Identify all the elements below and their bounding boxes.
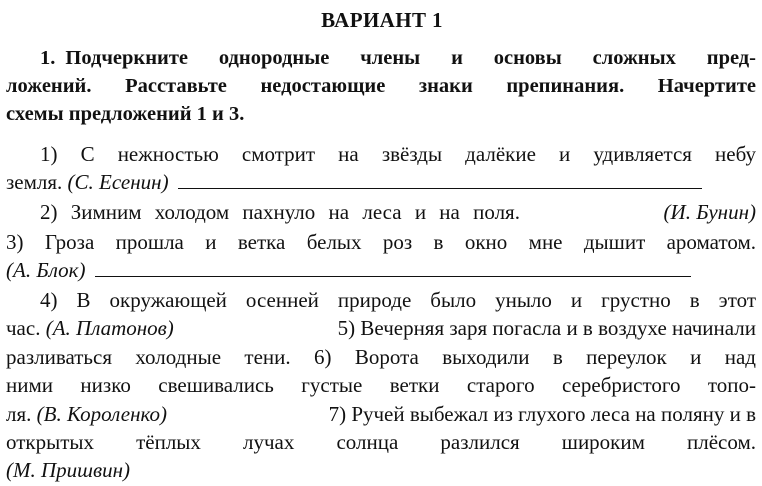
sentence-4-line-1: 4) В окружающей осенней природе было уныло и грустно в этот bbox=[40, 288, 756, 312]
answer-line-1[interactable] bbox=[178, 168, 702, 189]
sentence-4-end: час. bbox=[6, 316, 41, 340]
sentence-5-start: 5) Вечерняя заря погасла и в воздухе начинали bbox=[337, 316, 756, 340]
task-text-1: Подчеркните однородные члены и основы сложных пред- bbox=[65, 47, 756, 69]
sentence-2-line bbox=[6, 198, 756, 226]
sentence-4-line-2 bbox=[6, 314, 756, 342]
sentence-3-line-2 bbox=[6, 256, 756, 284]
sentence-4-author: (А. Платонов) bbox=[45, 316, 174, 340]
paragraph-line-7 bbox=[6, 456, 756, 484]
answer-line-3[interactable] bbox=[95, 256, 691, 277]
paragraph-line-5 bbox=[6, 400, 756, 428]
sentence-3-line-1: 3) Гроза прошла и ветка белых роз в окно мне дышит ароматом. bbox=[6, 230, 756, 254]
sentence-2-text: 2) Зимним холодом пахнуло на леса и на поля. bbox=[40, 200, 520, 224]
sentence-6-author: (В. Короленко) bbox=[36, 402, 168, 426]
sentence-6-end-group bbox=[6, 400, 167, 428]
sentence-1-line-2 bbox=[6, 168, 756, 196]
task-text-3: схемы предложений 1 и 3. bbox=[6, 103, 245, 125]
task-number: 1. bbox=[40, 47, 56, 69]
sentence-2-author: (И. Бунин) bbox=[663, 200, 756, 224]
sentence-6-end: ля. bbox=[6, 402, 32, 426]
paragraph-line-4: ними низко свешивались густые ветки старого серебристого топо- bbox=[6, 373, 756, 397]
sentence-3-author: (А. Блок) bbox=[6, 258, 86, 282]
sentence-7-start: 7) Ручей выбежал из глухого леса на поляну и в bbox=[328, 402, 756, 426]
sentence-1-end: земля. bbox=[6, 170, 63, 194]
sentence-1-author: (С. Есенин) bbox=[67, 170, 169, 194]
variant-heading: ВАРИАНТ 1 bbox=[321, 8, 443, 32]
paragraph-line-6: открытых тёплых лучах солнца разлился широким плёсом. bbox=[6, 430, 756, 454]
sentence-7-author: (М. Пришвин) bbox=[6, 458, 131, 482]
paragraph-line-3: разливаться холодные тени. 6) Ворота выходили в переулок и над bbox=[6, 345, 756, 369]
task-line-1 bbox=[6, 44, 756, 72]
sentence-4-pre bbox=[6, 314, 174, 342]
sentence-1-line-1: 1) С нежностью смотрит на звёзды далёкие и удивляется небу bbox=[40, 142, 756, 166]
worksheet-page bbox=[6, 0, 758, 486]
task-text-2: ложений. Расставьте недостающие знаки препинания. Начертите bbox=[6, 75, 756, 97]
task-instructions bbox=[6, 44, 756, 128]
